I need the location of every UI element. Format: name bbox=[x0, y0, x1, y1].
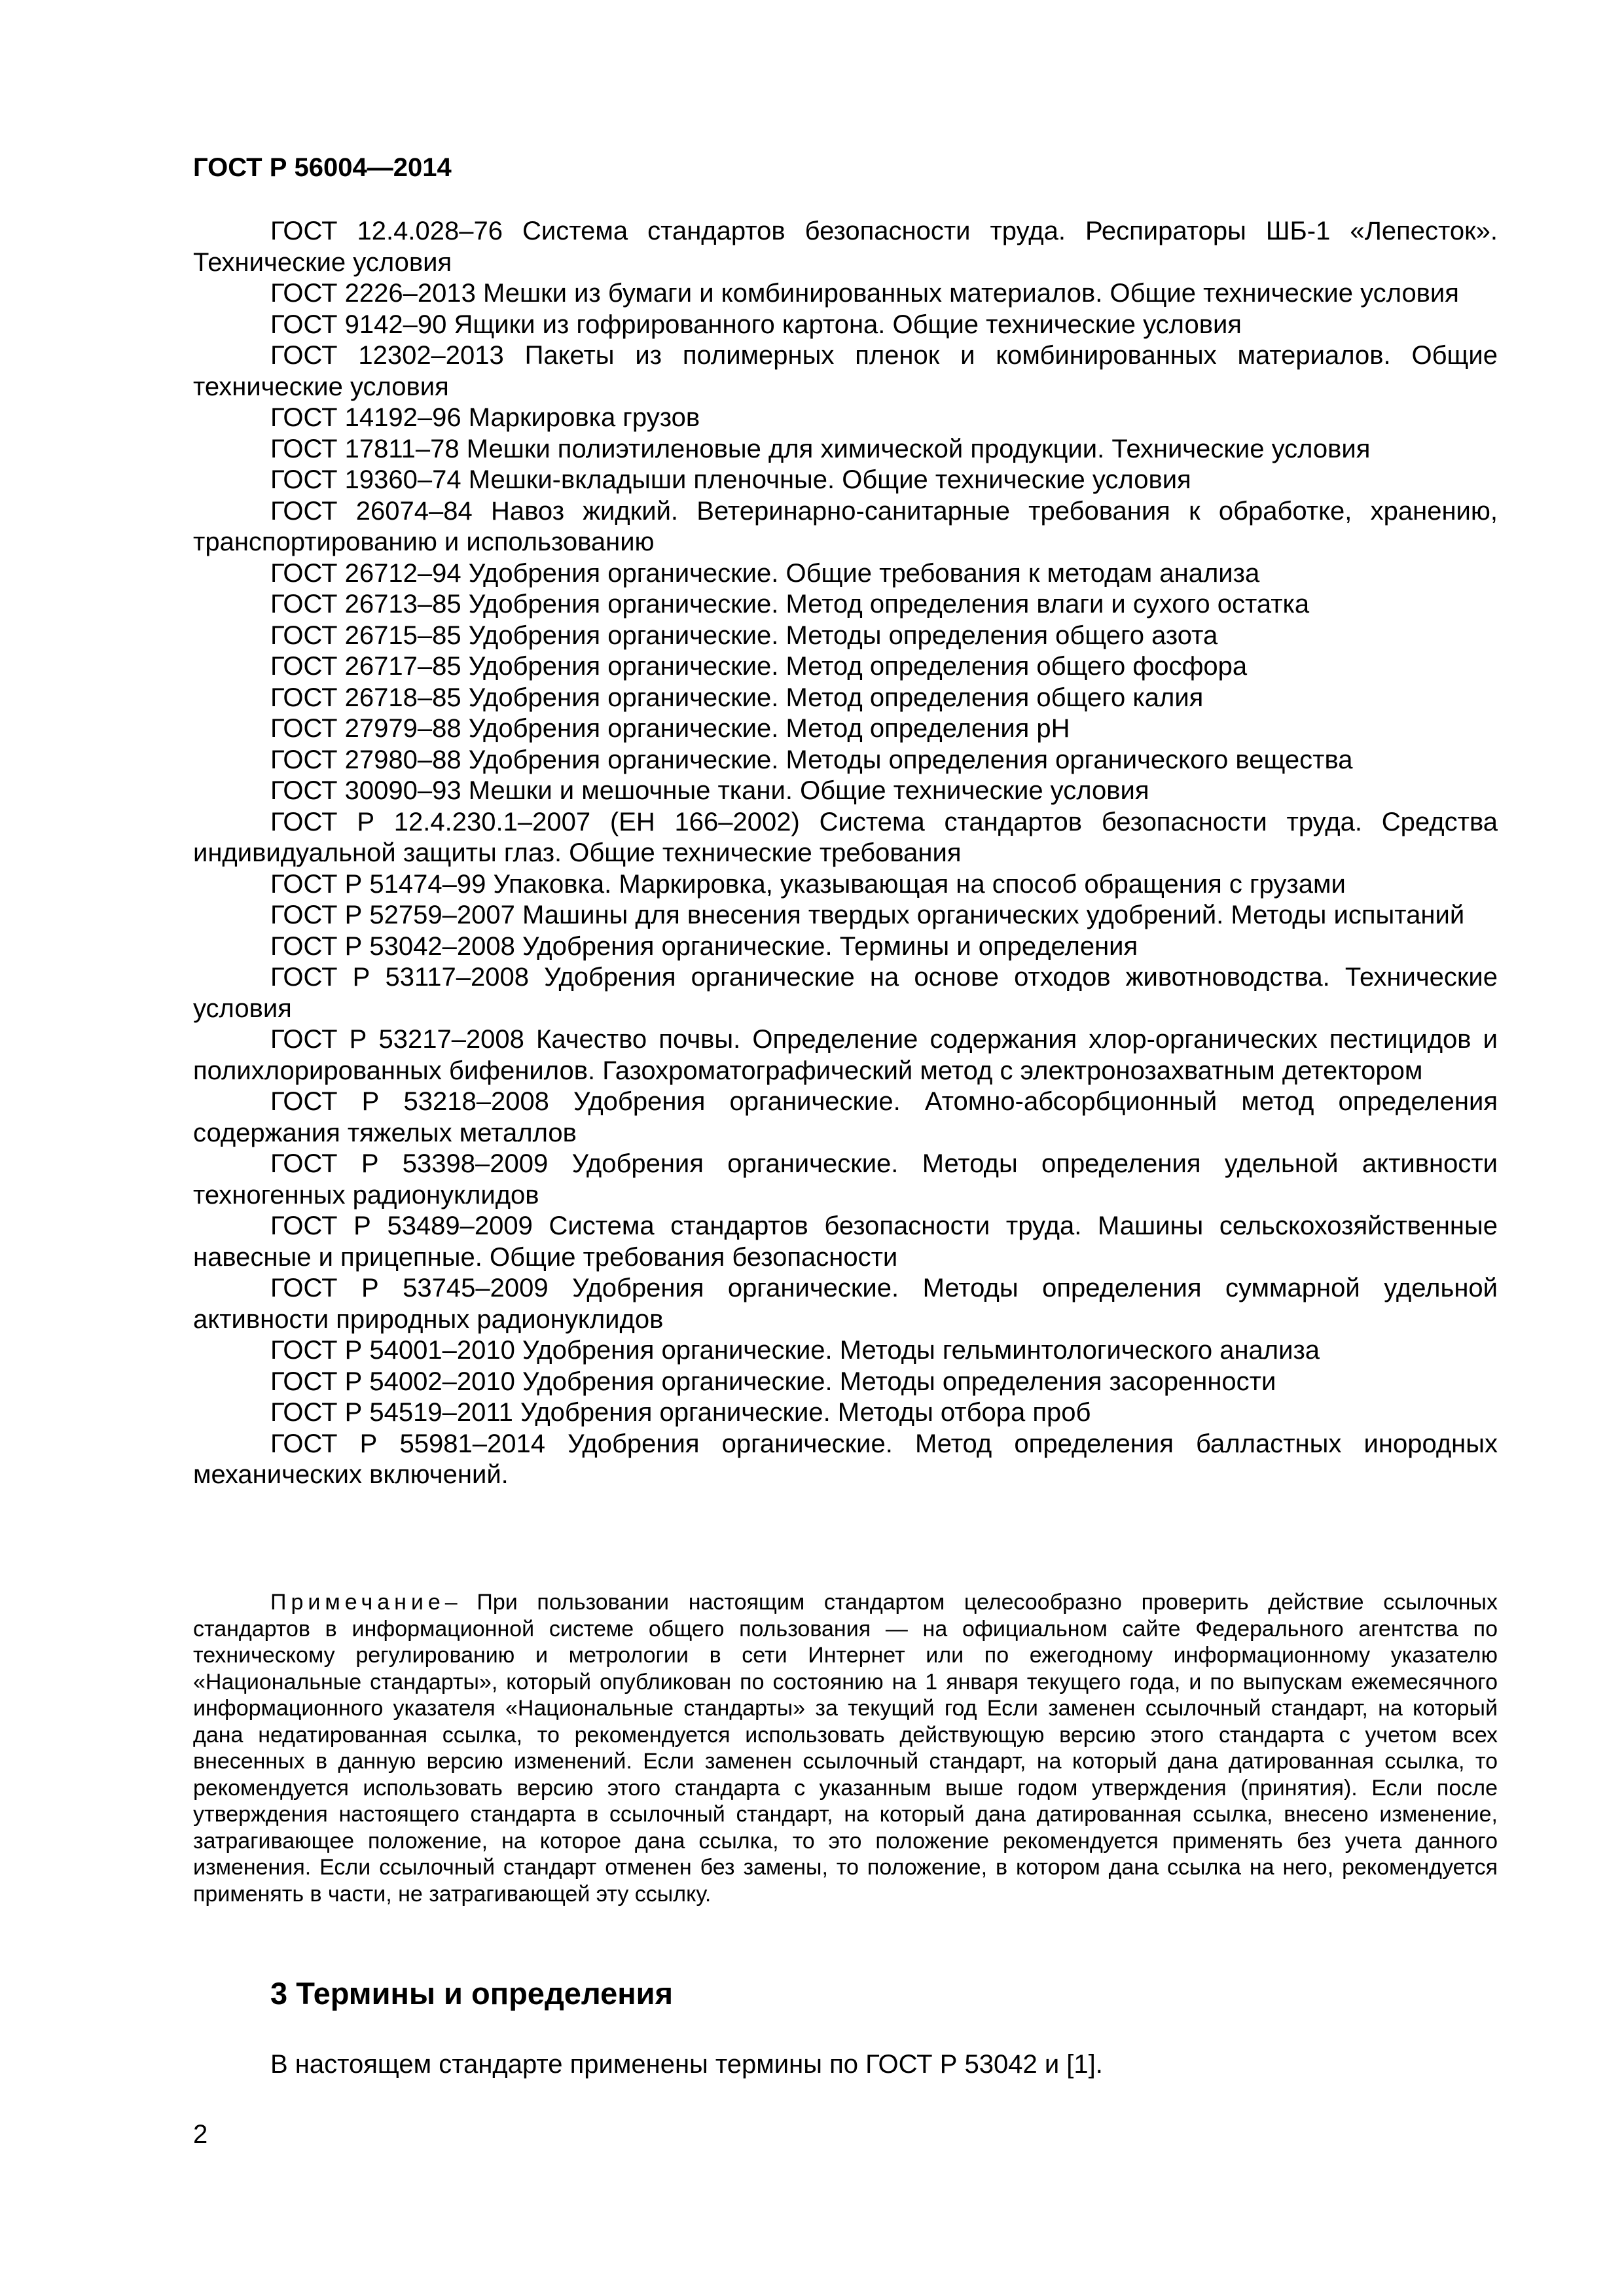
reference-item: ГОСТ 26713–85 Удобрения органические. Метод определения влаги и сухого остатка bbox=[270, 590, 1310, 619]
reference-item: ГОСТ 26715–85 Удобрения органические. Методы определения общего азота bbox=[270, 620, 1218, 650]
note-label: Примечание bbox=[270, 1590, 445, 1615]
normative-references-list bbox=[193, 216, 1498, 1491]
reference-item: ГОСТ Р 53745–2009 Удобрения органические. Методы определения суммарной удельной активности природных радионуклидов bbox=[193, 1274, 1498, 1334]
reference-item: ГОСТ Р 55981–2014 Удобрения органические. Метод определения балластных инородных механических включений. bbox=[193, 1429, 1498, 1489]
reference-item: ГОСТ 26712–94 Удобрения органические. Общие требования к методам анализа bbox=[270, 558, 1260, 588]
reference-item: ГОСТ 2226–2013 Мешки из бумаги и комбинированных материалов. Общие технические условия bbox=[270, 279, 1459, 308]
note-text: – При пользовании настоящим стандартом целесообразно проверить действие ссылочных стандартов в информационной системе общего пользования — на официальном сайте Федерального агентства по техническому регулированию и метрологии в сети Интернет или по ежегодному информационному указателю «Национальные стандарты», который опубликован по состоянию на 1 января текущего года, и по выпускам ежемесячного информационного указателя «Национальные стандарты» за текущий год Если заменен ссылочный стандарт, на который дана недатированная ссылка, то рекомендуется использовать действующую версию этого стандарта с учетом всех внесенных в данную версию изменений. Если заменен ссылочный стандарт, на который дана датированная ссылка, то рекомендуется использовать версию этого стандарта с указанным выше годом утверждения (принятия). Если после утверждения настоящего стандарта в ссылочный стандарт, на который дана датированная ссылка, внесено изменение, затрагивающее положение, на которое дана ссылка, то это положение рекомендуется применять без учета данного изменения. Если ссылочный стандарт отменен без замены, то положение, в котором дана ссылка на него, рекомендуется применять в части, не затрагивающей эту ссылку. bbox=[193, 1590, 1498, 1907]
reference-item: ГОСТ 17811–78 Мешки полиэтиленовые для химической продукции. Технические условия bbox=[270, 434, 1371, 463]
reference-item: ГОСТ 14192–96 Маркировка грузов bbox=[270, 403, 700, 432]
reference-item: ГОСТ 27980–88 Удобрения органические. Методы определения органического вещества bbox=[270, 745, 1353, 774]
reference-item: ГОСТ Р 54001–2010 Удобрения органические. Методы гельминтологического анализа bbox=[270, 1336, 1320, 1365]
reference-item: ГОСТ 9142–90 Ящики из гофрированного картона. Общие технические условия bbox=[270, 310, 1242, 339]
section-body-text: В настоящем стандарте применены термины по ГОСТ Р 53042 и [1]. bbox=[270, 2050, 1103, 2079]
reference-item: ГОСТ Р 53489–2009 Система стандартов безопасности труда. Машины сельскохозяйственные навесные и прицепные. Общие требования безопасности bbox=[193, 1211, 1498, 1272]
reference-item: ГОСТ Р 53398–2009 Удобрения органические. Методы определения удельной активности техногенных радионуклидов bbox=[193, 1149, 1498, 1210]
reference-item: ГОСТ Р 54002–2010 Удобрения органические. Методы определения засоренности bbox=[270, 1367, 1276, 1396]
reference-item: ГОСТ Р 53217–2008 Качество почвы. Определение содержания хлор-органических пестицидов и полихлорированных бифенилов. Газохроматографический метод с электронозахватным детектором bbox=[193, 1025, 1498, 1085]
section-heading: 3 Термины и определения bbox=[270, 1976, 673, 2011]
document-code: ГОСТ Р 56004—2014 bbox=[193, 153, 452, 182]
reference-item: ГОСТ 12.4.028–76 Система стандартов безопасности труда. Респираторы ШБ-1 «Лепесток». Технические условия bbox=[193, 217, 1498, 277]
reference-item: ГОСТ Р 53117–2008 Удобрения органические на основе отходов животноводства. Технические условия bbox=[193, 963, 1498, 1023]
reference-item: ГОСТ Р 53218–2008 Удобрения органические. Атомно-абсорбционный метод определения содержания тяжелых металлов bbox=[193, 1087, 1498, 1147]
reference-item: ГОСТ Р 53042–2008 Удобрения органические. Термины и определения bbox=[270, 931, 1138, 961]
reference-item: ГОСТ 26717–85 Удобрения органические. Метод определения общего фосфора bbox=[270, 652, 1248, 681]
reference-item: ГОСТ 27979–88 Удобрения органические. Метод определения pH bbox=[270, 714, 1070, 743]
reference-item: ГОСТ 26718–85 Удобрения органические. Метод определения общего калия bbox=[270, 683, 1204, 712]
reference-item: ГОСТ 19360–74 Мешки-вкладыши пленочные. Общие технические условия bbox=[270, 465, 1191, 494]
reference-item: ГОСТ Р 12.4.230.1–2007 (ЕН 166–2002) Система стандартов безопасности труда. Средства индивидуальной защиты глаз. Общие технические требования bbox=[193, 807, 1498, 867]
reference-item: ГОСТ 30090–93 Мешки и мешочные ткани. Общие технические условия bbox=[270, 776, 1149, 805]
reference-item: ГОСТ Р 52759–2007 Машины для внесения твердых органических удобрений. Методы испытаний bbox=[270, 901, 1465, 929]
reference-item: ГОСТ Р 51474–99 Упаковка. Маркировка, указывающая на способ обращения с грузами bbox=[270, 869, 1346, 899]
page-number: 2 bbox=[193, 2120, 208, 2149]
note-paragraph bbox=[193, 1589, 1498, 1907]
reference-item: ГОСТ Р 54519–2011 Удобрения органические. Методы отбора проб bbox=[270, 1398, 1091, 1427]
reference-item: ГОСТ 26074–84 Навоз жидкий. Ветеринарно-санитарные требования к обработке, хранению, транспортированию и использованию bbox=[193, 496, 1498, 556]
reference-item: ГОСТ 12302–2013 Пакеты из полимерных пленок и комбинированных материалов. Общие технические условия bbox=[193, 341, 1498, 401]
